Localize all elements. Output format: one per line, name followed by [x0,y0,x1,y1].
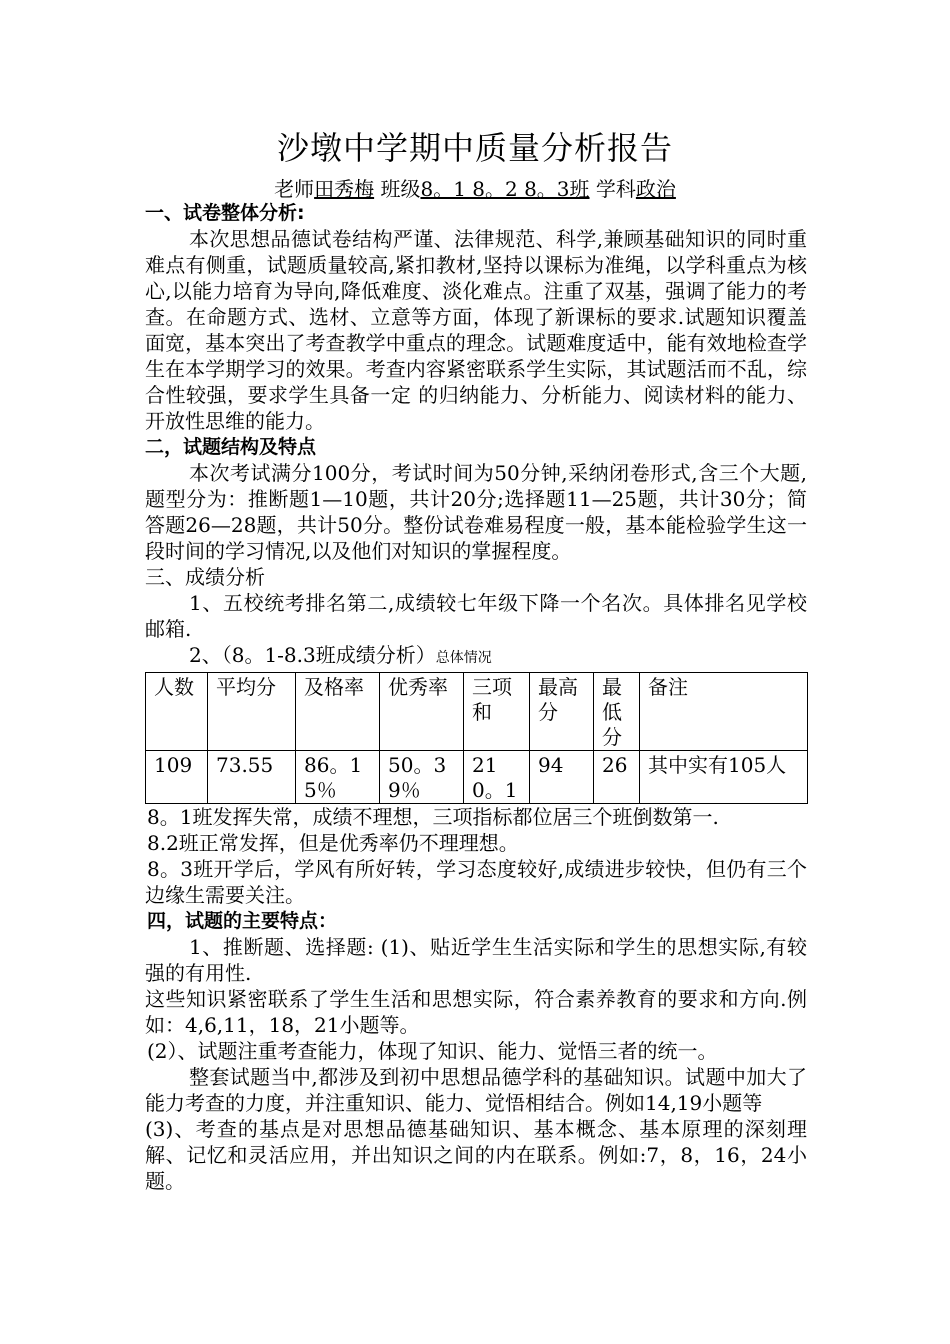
table-header-cell: 平均分 [208,673,296,751]
section4-p1: 1、推断题、选择题: (1)、贴近学生生活实际和学生的思想实际,有较强的有用性. [145,935,807,985]
table-cell: 26 [594,751,640,804]
subject-label: 学科 [595,177,636,201]
section3-item1: 1、五校统考排名第二,成绩较七年级下降一个名次。具体排名见学校邮箱. [145,591,807,641]
report-body [145,200,807,1194]
section3-item2 [145,642,807,671]
section4-p2: 这些知识紧密联系了学生生活和思想实际，符合素养教育的要求和方向.例如：4,6,11，18，21小题等。 [145,987,807,1037]
class-list: 8。1 8。2 8。3班 [420,177,590,201]
table-header-row [146,673,808,751]
class-note-1: 8。1班发挥失常，成绩不理想，三项指标都位居三个班倒数第一. [147,805,719,829]
section4-p4: 整套试题当中,都涉及到初中思想品德学科的基础知识。试题中加大了能力考查的力度，并注重知识、能力、觉悟相结合。例如14,19小题等 [145,1065,807,1115]
section3-item2-main: 2、（8。1-8.3班成绩分析） [189,643,436,667]
class-note-2: 8.2班正常发挥，但是优秀率仍不理理想。 [147,831,519,855]
table-row [146,751,808,804]
table-cell: 210。1 [464,751,530,804]
table-cell: 73.55 [208,751,296,804]
table-header-cell: 人数 [146,673,208,751]
class-label: 班级 [380,177,421,201]
report-meta [0,176,950,202]
section1-heading: 一、试卷整体分析: [145,202,305,224]
section4-p5: (3)、考查的基点是对思想品德基础知识、基本概念、基本原理的深刻理解、记忆和灵活应用，并出知识之间的内在联系。例如:7，8，16，24小题。 [145,1117,807,1193]
table-header-cell: 最高分 [530,673,594,751]
class-note-3: 8。3班开学后，学风有所好转，学习态度较好,成绩进步较快，但仍有三个边缘生需要关注。 [145,857,807,907]
table-header-cell: 最低分 [594,673,640,751]
table-header-cell: 优秀率 [380,673,464,751]
table-header-cell: 及格率 [296,673,380,751]
teacher-label: 老师 [274,177,315,201]
table-cell: 其中实有105人 [640,751,808,804]
subject-name: 政治 [635,177,676,201]
table-header-cell: 备注 [640,673,808,751]
table-cell: 50。39％ [380,751,464,804]
section4-heading: 四，试题的主要特点： [147,910,338,932]
section4-p3: (2）、试题注重考查能力，体现了知识、能力、觉悟三者的统一。 [147,1039,718,1063]
table-cell: 109 [146,751,208,804]
section3-heading: 三、成绩分析 [145,565,265,589]
page-title: 沙墩中学期中质量分析报告 [276,129,673,167]
score-table [145,672,808,804]
table-header-cell: 三项和 [464,673,530,751]
section1-body: 本次思想品德试卷结构严谨、法律规范、科学,兼顾基础知识的同时重难点有侧重，试题质量较高,紧扣教材,坚持以课标为准绳，以学科重点为核心,以能力培育为导向,降低难度、淡化难点。注重了双基，强调了能力的考查。在命题方式、选材、立意等方面，体现了新课标的要求.试题知识覆盖面宽，基本突出了考查教学中重点的理念。试题难度适中，能有效地检查学生在本学期学习的效果。考查内容紧密联系学生实际，其试题活而不乱，综合性较强，要求学生具备一定 的归纳能力、分析能力、阅读材料的能力、开放性思维的能力。 [145,227,807,433]
table-cell: 86。15％ [296,751,380,804]
section2-heading: 二，试题结构及特点 [145,436,317,458]
teacher-name: 田秀梅 [314,177,375,201]
section2-body: 本次考试满分100分，考试时间为50分钟,采纳闭卷形式,含三个大题,题型分为：推断题1—10题，共计20分;选择题11—25题，共计30分；简答题26—28题，共计50分。整份试卷难易程度一般，基本能检验学生这一段时间的学习情况,以及他们对知识的掌握程度。 [145,461,807,563]
section3-item2-small: 总体情况 [435,650,492,666]
table-cell: 94 [530,751,594,804]
